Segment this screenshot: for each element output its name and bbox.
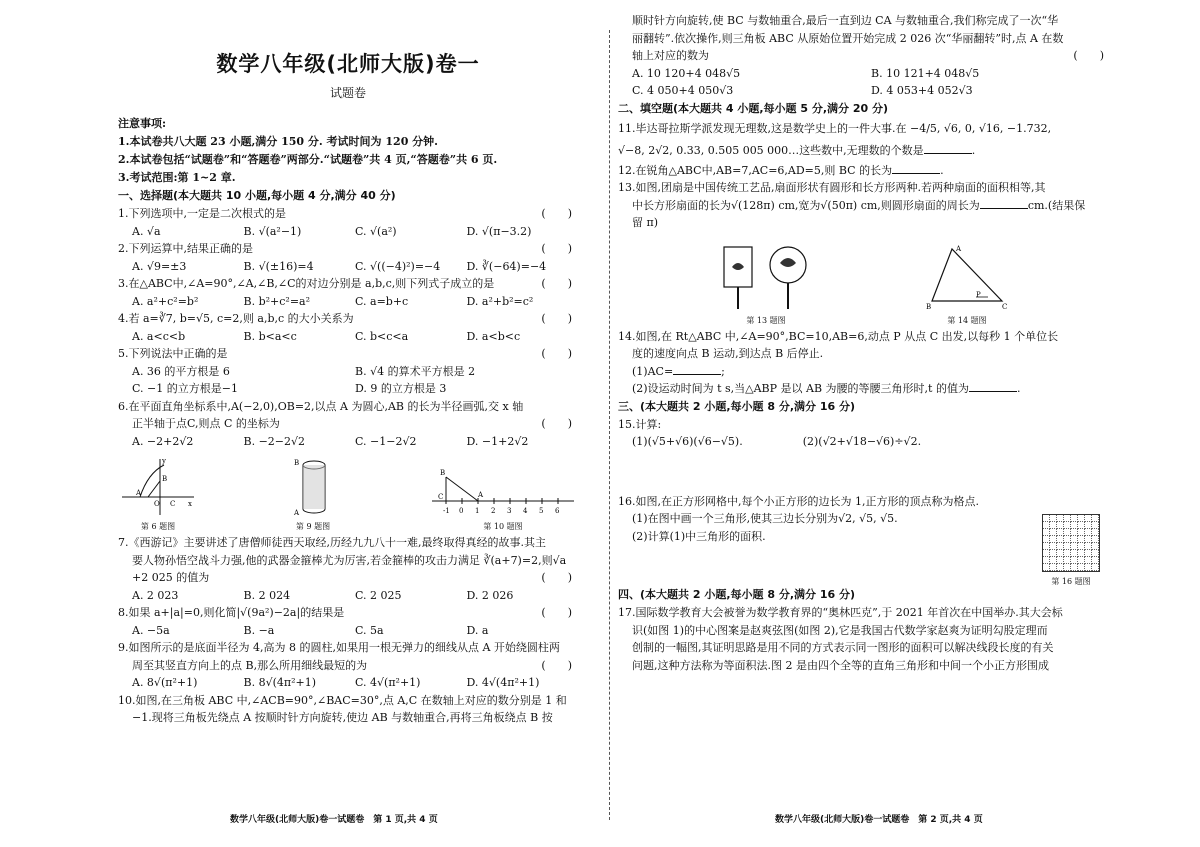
figure-9-caption: 第 9 题图 <box>295 522 331 531</box>
question-5: 5.下列说法中正确的是 ( ) <box>118 347 572 360</box>
question-13: 13.如图,团扇是中国传统工艺品,扇面形状有圆形和长方形两种.若两种扇面的面积相等,其 <box>618 181 1046 194</box>
grid-cell <box>1050 543 1057 550</box>
grid-cell <box>1057 557 1064 564</box>
section-1-heading: 一、选择题(本大题共 10 小题,每小题 4 分,满分 40 分) <box>118 189 396 202</box>
grid-cell <box>1043 543 1050 550</box>
grid-cell <box>1078 543 1085 550</box>
question-6-options: A. −2+2√2 B. −2−2√2 C. −1−2√2 D. −1+2√2 <box>132 434 529 448</box>
section-3-heading: 三、(本大题共 2 小题,每小题 8 分,满分 16 分) <box>618 399 856 413</box>
question-9: 9.如图所示的是底面半径为 4,高为 8 的圆柱,如果用一根无弹力的细线从点 A 开始绕圆柱两 <box>118 641 560 654</box>
question-2: 2.下列运算中,结果正确的是 ( ) <box>118 242 572 255</box>
grid-cell <box>1057 543 1064 550</box>
grid-cell <box>1057 564 1064 571</box>
question-16-body <box>618 510 1110 584</box>
question-16: 16.如图,在正方形网格中,每个小正方形的边长为 1,正方形的顶点称为格点. <box>618 494 979 508</box>
fig6-label-o: O <box>154 500 160 508</box>
grid-cell <box>1078 529 1085 536</box>
fig10-tick-label: 0 <box>459 507 464 515</box>
grid-cell <box>1078 522 1085 529</box>
figure-10-numberline <box>428 455 578 519</box>
fig6-label-y: y <box>162 457 166 465</box>
fig10-tick-label: 1 <box>475 507 480 515</box>
question-14-part2: (2)设运动时间为 t s,当△ABP 是以 AB 为腰的等腰三角形时,t 的值为 . <box>632 382 1021 395</box>
question-14-line2: 度的速度向点 B 运动,到达点 B 后停止. <box>632 347 824 360</box>
grid-cell <box>1092 529 1099 536</box>
figure-13 <box>718 241 814 326</box>
grid-cell <box>1050 522 1057 529</box>
fig6-label-x: x <box>188 500 192 508</box>
question-3: 3.在△ABC中,∠A=90°,∠A,∠B,∠C的对边分别是 a,b,c,则下列式子成立的是 ( ) <box>118 277 572 290</box>
figure-row-1 <box>118 454 578 532</box>
fig10-tick-label: 5 <box>539 507 544 515</box>
question-10-line2: −1.现将三角板先绕点 A 按顺时针方向旋转,使边 AB 与数轴重合,再将三角板绕点 B 按 <box>132 711 553 724</box>
question-16-part2: (2)计算(1)中三角形的面积. <box>632 529 766 543</box>
figure-6-graph <box>118 455 198 519</box>
fig9-label-b: B <box>294 459 300 467</box>
notice-1: 1.本试卷共八大题 23 小题,满分 150 分. 考试时间为 120 分钟. <box>118 135 439 148</box>
grid-cell <box>1085 536 1092 543</box>
grid-cell <box>1064 543 1071 550</box>
grid-cell <box>1085 515 1092 522</box>
grid-cell <box>1064 564 1071 571</box>
notice-heading: 注意事项: <box>118 117 167 130</box>
question-3-options: A. a²+c²=b² B. b²+c²=a² C. a=b+c D. a²+b²=c² <box>132 294 534 308</box>
grid-cell <box>1071 529 1078 536</box>
fig6-label-b: B <box>162 475 168 483</box>
question-10-cont-2: 丽翻转”.依次操作,则三角板 ABC 从原始位置开始完成 2 026 次“华丽翻转”时,点 A 在数 <box>632 31 1064 45</box>
exam-subtitle: 试题卷 <box>329 86 366 100</box>
grid-cell <box>1043 564 1050 571</box>
question-1: 1.下列选项中,一定是二次根式的是 ( ) <box>118 207 572 220</box>
question-9-line2: 周至其竖直方向上的点 B,那么所用细线最短的为 ( ) <box>132 658 572 672</box>
question-7: 7.《西游记》主要讲述了唐僧师徒西天取经,历经九九八十一难,最终取得真经的故事.其主 <box>118 536 546 549</box>
grid-cell <box>1071 543 1078 550</box>
figure-16-grid <box>1042 514 1100 572</box>
question-5-options-cd: C. −1 的立方根是−1 D. 9 的立方根是 3 <box>132 382 447 395</box>
section-4-heading: 四、(本大题共 2 小题,每小题 8 分,满分 16 分) <box>618 588 856 601</box>
figure-10-caption: 第 10 题图 <box>483 522 523 531</box>
figure-13-fans <box>718 241 814 313</box>
page-2-footer: 数学八年级(北师大版)卷一试题卷 第 2 页,共 4 页 <box>775 815 983 825</box>
fig10-label-b: B <box>440 469 446 477</box>
grid-cell <box>1071 557 1078 564</box>
grid-cell <box>1057 536 1064 543</box>
question-10-cont-3: 轴上对应的数为 ( ) <box>632 49 1104 62</box>
grid-cell <box>1092 550 1099 557</box>
question-15-parts: (1)(√5+√6)(√6−√5). (2)(√2+√18−√6)÷√2. <box>632 435 922 448</box>
grid-cell <box>1043 522 1050 529</box>
grid-cell <box>1050 564 1057 571</box>
grid-cell <box>1071 550 1078 557</box>
page-2 <box>600 0 1200 847</box>
grid-cell <box>1085 557 1092 564</box>
answer-blank-14-2[interactable] <box>969 380 1017 392</box>
fig10-tick-label: 4 <box>523 507 528 515</box>
grid-cell <box>1057 529 1064 536</box>
grid-cell <box>1064 536 1071 543</box>
figure-14 <box>924 241 1010 326</box>
grid-cell <box>1085 522 1092 529</box>
question-13-line3: 留 π) <box>632 216 659 229</box>
grid-cell <box>1085 529 1092 536</box>
grid-cell <box>1085 564 1092 571</box>
question-12: 12.在锐角△ABC中,AB=7,AC=6,AD=5,则 BC 的长为 . <box>618 163 944 177</box>
grid-cell <box>1057 515 1064 522</box>
question-4: 4.若 a=∛7, b=√5, c=2,则 a,b,c 的大小关系为 ( ) <box>118 312 572 325</box>
fig10-tick-label: 3 <box>507 507 512 515</box>
grid-cell <box>1085 550 1092 557</box>
question-11: 11.毕达哥拉斯学派发现无理数,这是数学史上的一件大事.在 −4/5, √6, 0, √16, −1.732, <box>618 121 1052 135</box>
question-10: 10.如图,在三角板 ABC 中,∠ACB=90°,∠BAC=30°,点 A,C 在数轴上对应的数分别是 1 和 <box>118 693 567 707</box>
fig10-tick-label: 6 <box>555 507 560 515</box>
grid-cell <box>1043 529 1050 536</box>
figure-6 <box>118 455 198 532</box>
grid-cell <box>1071 515 1078 522</box>
grid-cell <box>1078 536 1085 543</box>
grid-cell <box>1092 515 1099 522</box>
question-7-line2: 要人物孙悟空战斗力强,他的武器金箍棒尤为厉害,若金箍棒的攻击力满足 ∛(a+7)=2,则√a <box>132 553 567 567</box>
question-10-cont-1: 顺时针方向旋转,使 BC 与数轴重合,最后一直到边 CA 与数轴重合,我们称完成了一次“华 <box>632 14 1059 27</box>
fig10-label-a: A <box>478 491 484 499</box>
fig14-label-b: B <box>926 302 932 311</box>
fig6-label-c: C <box>170 500 176 508</box>
grid-cell <box>1092 564 1099 571</box>
figure-10 <box>428 455 578 532</box>
figure-13-caption: 第 13 题图 <box>746 315 786 325</box>
section-2-heading: 二、填空题(本大题共 4 小题,每小题 5 分,满分 20 分) <box>618 101 889 115</box>
question-4-options: A. a<c<b B. b<a<c C. b<c<a D. a<b<c <box>132 329 521 343</box>
grid-cell <box>1078 557 1085 564</box>
question-7-line3: +2 025 的值为 ( ) <box>132 571 572 584</box>
grid-cell <box>1092 522 1099 529</box>
fig14-label-c: C <box>1002 302 1008 311</box>
notice-3: 3.考试范围:第 1~2 章. <box>118 171 236 184</box>
grid-cell <box>1057 550 1064 557</box>
figure-14-triangle <box>924 241 1010 313</box>
grid-cell <box>1092 543 1099 550</box>
question-7-options: A. 2 023 B. 2 024 C. 2 025 D. 2 026 <box>132 588 514 602</box>
answer-blank-14-1[interactable] <box>673 363 721 375</box>
page-1-footer: 数学八年级(北师大版)卷一试题卷 第 1 页,共 4 页 <box>230 815 438 825</box>
answer-blank-13[interactable] <box>980 197 1028 209</box>
figure-16-caption: 第 16 题图 <box>1051 577 1091 586</box>
figure-16 <box>1042 514 1100 587</box>
question-5-options-ab: A. 36 的平方根是 6 B. √4 的算术平方根是 2 <box>132 364 476 378</box>
grid-cell <box>1085 543 1092 550</box>
fig14-label-p: P <box>976 290 981 299</box>
grid-cell <box>1050 550 1057 557</box>
grid-cell <box>1092 536 1099 543</box>
question-15: 15.计算: <box>618 417 662 431</box>
grid-cell <box>1078 550 1085 557</box>
fig9-label-a: A <box>294 509 300 517</box>
figure-14-caption: 第 14 题图 <box>947 315 987 325</box>
grid-cell <box>1043 536 1050 543</box>
figure-9-cylinder <box>288 455 338 519</box>
grid-cell <box>1064 557 1071 564</box>
question-17: 17.国际数学教育大会被誉为数学教育界的“奥林匹克”,于 2021 年首次在中国举办.其大会标 <box>618 606 1063 619</box>
grid-cell <box>1064 550 1071 557</box>
grid-cell <box>1078 515 1085 522</box>
question-14: 14.如图,在 Rt△ABC 中,∠A=90°,BC=10,AB=6,动点 P 从点 C 出发,以每秒 1 个单位长 <box>618 329 1059 343</box>
question-8: 8.如果 a+|a|=0,则化简|√(9a²)−2a|的结果是 ( ) <box>118 606 572 619</box>
answer-blank-12[interactable] <box>892 162 940 174</box>
fig6-label-a: A <box>136 489 142 497</box>
grid-cell <box>1078 564 1085 571</box>
grid-cell <box>1050 529 1057 536</box>
grid-cell <box>1050 557 1057 564</box>
question-9-options: A. 8√(π²+1) B. 8√(4π²+1) C. 4√(π²+1) D. 4√(4π²+1) <box>132 676 540 689</box>
question-1-options: A. √a B. √(a²−1) C. √(a²) D. √(π−3.2) <box>132 224 532 238</box>
grid-cell <box>1071 536 1078 543</box>
question-8-options: A. −5a B. −a C. 5a D. a <box>132 623 489 637</box>
fig10-tick-label: 2 <box>491 507 496 515</box>
fig10-label-c: C <box>438 493 444 501</box>
question-6: 6.在平面直角坐标系中,A(−2,0),OB=2,以点 A 为圆心,AB 的长为半径画弧,交 x 轴 <box>118 399 524 413</box>
question-17-line2: 识(如图 1)的中心图案是赵爽弦图(如图 2),它是我国古代数学家赵爽为证明勾股定理而 <box>632 623 1048 637</box>
question-10-options-cd: C. 4 050+4 050√3 D. 4 053+4 052√3 <box>632 84 973 97</box>
question-17-line4: 问题,这种方法称为等面积法.图 2 是由四个全等的直角三角形和中间一个小正方形围成 <box>632 658 1049 672</box>
grid-cell <box>1050 515 1057 522</box>
figure-6-caption: 第 6 题图 <box>140 522 176 531</box>
exam-title: 数学八年级(北师大版)卷一 <box>216 52 480 76</box>
grid-cell <box>1071 564 1078 571</box>
grid-cell <box>1050 536 1057 543</box>
question-16-part1: (1)在图中画一个三角形,使其三边长分别为√2, √5, √5. <box>632 512 898 525</box>
question-13-line2: 中长方形扇面的长为√(128π) cm,宽为√(50π) cm,则圆形扇面的周长为 cm.(结果保 <box>632 198 1086 212</box>
question-6-cont: 正半轴于点C,则点 C 的坐标为 ( ) <box>132 417 572 430</box>
question-17-line3: 创制的一幅图,其证明思路是用不同的方式表示同一图形的面积可以解决线段长度的有关 <box>632 641 1054 654</box>
notice-2: 2.本试卷包括“试题卷”和“答题卷”两部分.“试题卷”共 4 页,“答题卷”共 6 页. <box>118 153 498 166</box>
grid-cell <box>1043 557 1050 564</box>
figure-row-2 <box>618 236 1110 326</box>
question-11-line2: √−8, 2√2, 0.33, 0.505 005 000…这些数中,无理数的个数是 . <box>618 143 976 157</box>
grid-cell <box>1057 522 1064 529</box>
figure-9 <box>288 455 338 532</box>
grid-cell <box>1064 529 1071 536</box>
question-10-options-ab: A. 10 120+4 048√5 B. 10 121+4 048√5 <box>632 66 980 80</box>
question-2-options: A. √9=±3 B. √(±16)=4 C. √((−4)²)=−4 D. ∛(−64)=−4 <box>132 259 547 273</box>
grid-cell <box>1064 515 1071 522</box>
grid-cell <box>1092 557 1099 564</box>
fig10-tick-label: -1 <box>443 507 450 515</box>
grid-cell <box>1043 515 1050 522</box>
grid-cell <box>1043 550 1050 557</box>
answer-blank-11[interactable] <box>924 142 972 154</box>
fig14-label-a: A <box>956 244 962 253</box>
question-14-part1: (1)AC= ; <box>632 364 725 378</box>
grid-cell <box>1064 522 1071 529</box>
grid-cell <box>1071 522 1078 529</box>
